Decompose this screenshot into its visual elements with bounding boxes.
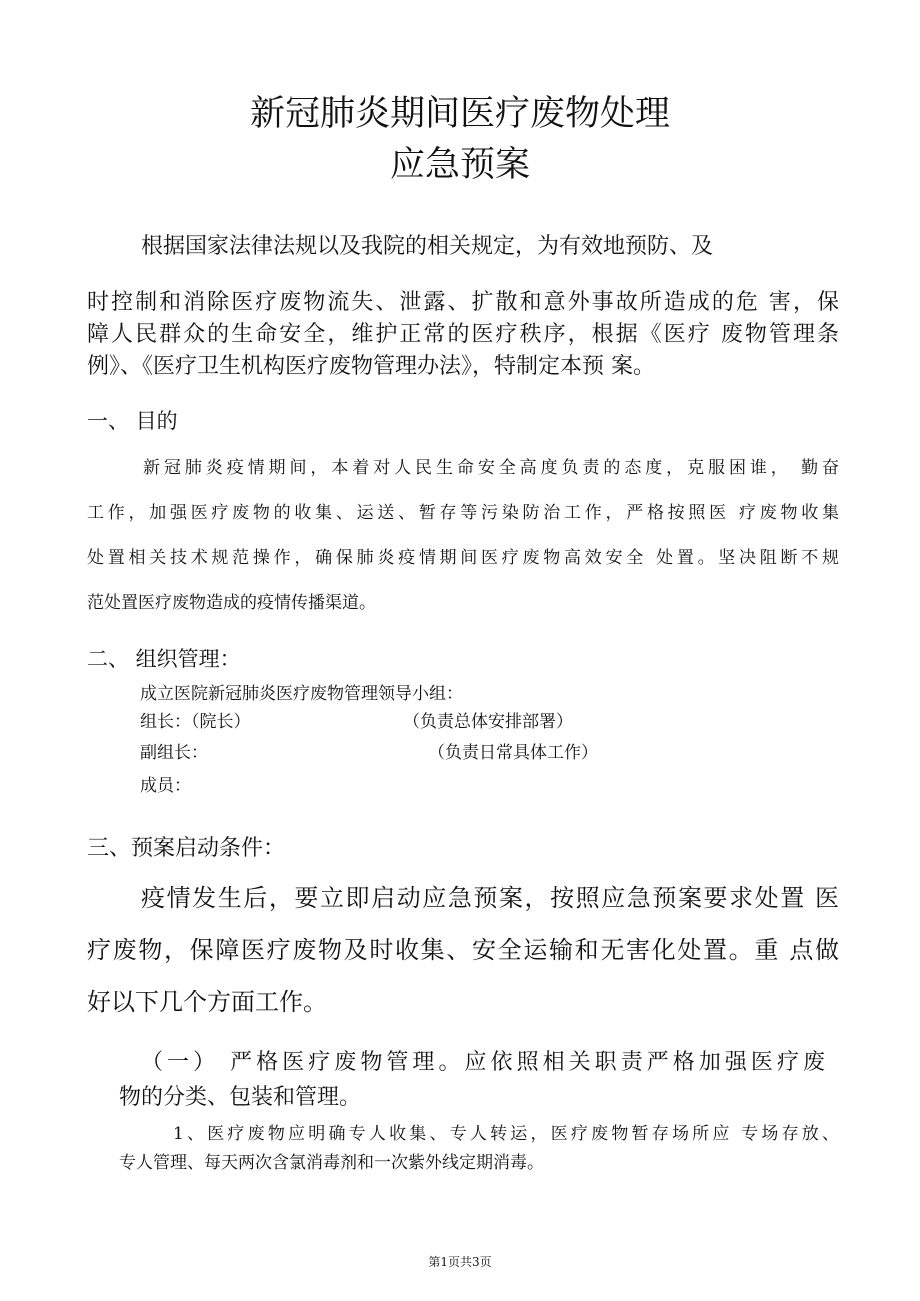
deputy-duty: （负责日常具体工作） [428,743,598,763]
section-1-line-2: 工作，加强医疗废物的收集、运送、暂存等污染防治工作，严格按照医 疗废物收集 [87,503,839,523]
item-1-line-1: 1、医疗废物应明确专人收集、专人转运，医疗废物暂存场所应 专场存放、 [173,1124,839,1144]
leader-label: 组长：（院长） [140,712,251,732]
intro-line-2: 时控制和消除医疗废物流失、泄露、扩散和意外事故所造成的危 害，保 [87,290,839,315]
members-label: 成员： [140,776,191,796]
subsection-1-line-1: （一） 严格医疗废物管理。应依照相关职责严格加强医疗废 [141,1050,825,1075]
section-3-heading: 三、预案启动条件： [87,836,286,861]
document-title-line-1: 新冠肺炎期间医疗废物处理 [249,94,670,134]
deputy-label: 副组长： [140,743,208,763]
subsection-1-line-2: 物的分类、包装和管理。 [119,1085,362,1110]
section-3-line-1: 疫情发生后，要立即启动应急预案，按照应急预案要求处置 医 [141,884,839,912]
leader-duty: （负责总体安排部署） [403,712,573,732]
intro-line-1: 根据国家法律法规以及我院的相关规定，为有效地预防、及 [141,234,714,259]
section-3-line-2: 疗废物，保障医疗废物及时收集、安全运输和无害化处置。重 点做 [87,936,839,964]
section-1-line-4: 范处置医疗废物造成的疫情传播渠道。 [87,593,376,613]
page-number-footer: 第1页共3页 [428,1255,492,1269]
intro-line-4: 例》、《医疗卫生机构医疗废物管理办法》，特制定本预 案。 [87,354,655,379]
intro-line-3: 障人民群众的生命安全，维护正常的医疗秩序，根据《医疗 废物管理条 [87,322,839,347]
document-title-line-2: 应急预案 [389,145,530,185]
group-intro: 成立医院新冠肺炎医疗废物管理领导小组： [140,684,463,704]
section-2-heading: 二、 组织管理： [87,647,241,671]
section-3-line-3: 好以下几个方面工作。 [87,988,327,1016]
item-1-line-2: 专人管理、每天两次含氯消毒剂和一次紫外线定期消毒。 [119,1153,544,1173]
section-1-line-1: 新冠肺炎疫情期间，本着对人民生命安全高度负责的态度，克服困谁， 勤奋 [143,458,839,478]
section-1-heading: 一、 目的 [87,409,178,433]
section-1-line-3: 处置相关技术规范操作，确保肺炎疫情期间医疗废物高效安全 处置。坚决阻断不规 [87,548,839,568]
